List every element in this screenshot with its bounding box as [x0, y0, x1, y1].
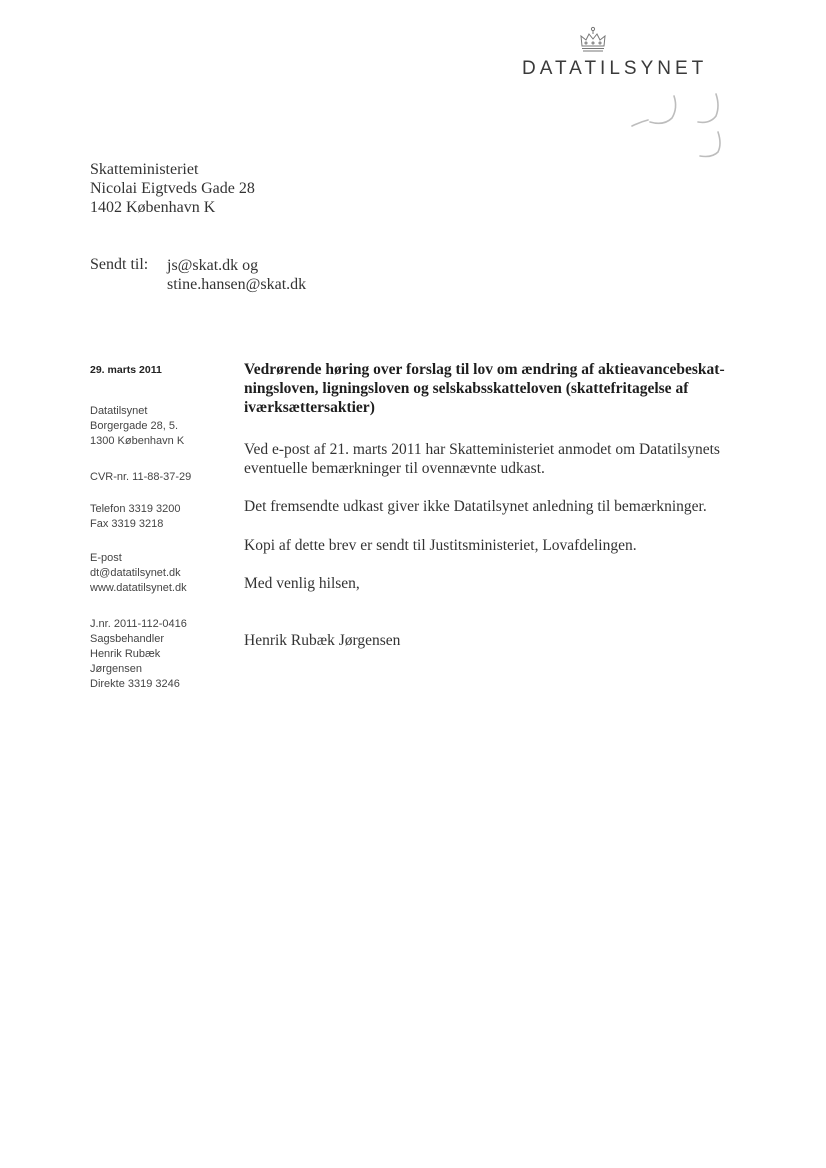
email-link[interactable]: dt@datatilsynet.dk — [90, 567, 181, 579]
contact-phone — [90, 502, 181, 532]
recipient-line: Skatteministeriet — [90, 161, 199, 178]
journal-number: J.nr. 2011-112-0416 — [90, 618, 187, 630]
signature-name: Henrik Rubæk Jørgensen — [244, 632, 401, 649]
sent-to-line: stine.hansen@skat.dk — [167, 276, 307, 293]
email-label: E-post — [90, 552, 122, 564]
paragraph-line: eventuelle bemærkninger til ovennævnte udkast. — [244, 460, 545, 477]
handler-label: Sagsbehandler — [90, 633, 165, 645]
body-paragraph — [244, 440, 764, 478]
recipient-line: 1402 København K — [90, 199, 216, 216]
subject-line: Vedrørende høring over forslag til lov om ændring af aktieavancebeskat- — [244, 361, 725, 378]
body-paragraph: Kopi af dette brev er sendt til Justitsministeriet, Lovafdelingen. — [244, 537, 637, 554]
sender-line: 1300 København K — [90, 435, 185, 447]
sender-line: Borgergade 28, 5. — [90, 420, 179, 432]
case-info — [90, 617, 187, 692]
closing-greeting: Med venlig hilsen, — [244, 575, 360, 592]
subject-line: iværksættersaktier) — [244, 399, 375, 416]
body-paragraph: Det fremsendte udkast giver ikke Datatilsynet anledning til bemærkninger. — [244, 498, 707, 515]
handler-name: Henrik Rubæk — [90, 648, 161, 660]
sender-line: Datatilsynet — [90, 405, 148, 417]
sent-to-label: Sendt til: — [90, 256, 149, 273]
datatilsynet-wordmark: DATATILSYNET — [522, 58, 708, 79]
letter-date: 29. marts 2011 — [90, 364, 162, 376]
direct-phone: Direkte 3319 3246 — [90, 678, 180, 690]
letter-subject — [244, 360, 764, 417]
sent-to-line: js@skat.dk og — [167, 257, 259, 274]
paragraph-line: Ved e-post af 21. marts 2011 har Skatteministeriet anmodet om Datatilsynets — [244, 441, 720, 458]
contact-email — [90, 551, 187, 596]
crown-logo-icon — [578, 26, 608, 54]
handwritten-mark-icon — [620, 92, 730, 164]
phone-line: Telefon 3319 3200 — [90, 503, 181, 515]
fax-line: Fax 3319 3218 — [90, 518, 164, 530]
handler-name: Jørgensen — [90, 663, 142, 675]
website-link[interactable]: www.datatilsynet.dk — [90, 582, 187, 594]
recipient-line: Nicolai Eigtveds Gade 28 — [90, 180, 255, 197]
cvr-number: CVR-nr. 11-88-37-29 — [90, 471, 192, 483]
recipient-address — [90, 160, 255, 217]
subject-line: ningsloven, ligningsloven og selskabsskatteloven (skattefritagelse af — [244, 380, 689, 397]
sender-address — [90, 404, 184, 449]
sent-to-addresses — [167, 256, 306, 294]
